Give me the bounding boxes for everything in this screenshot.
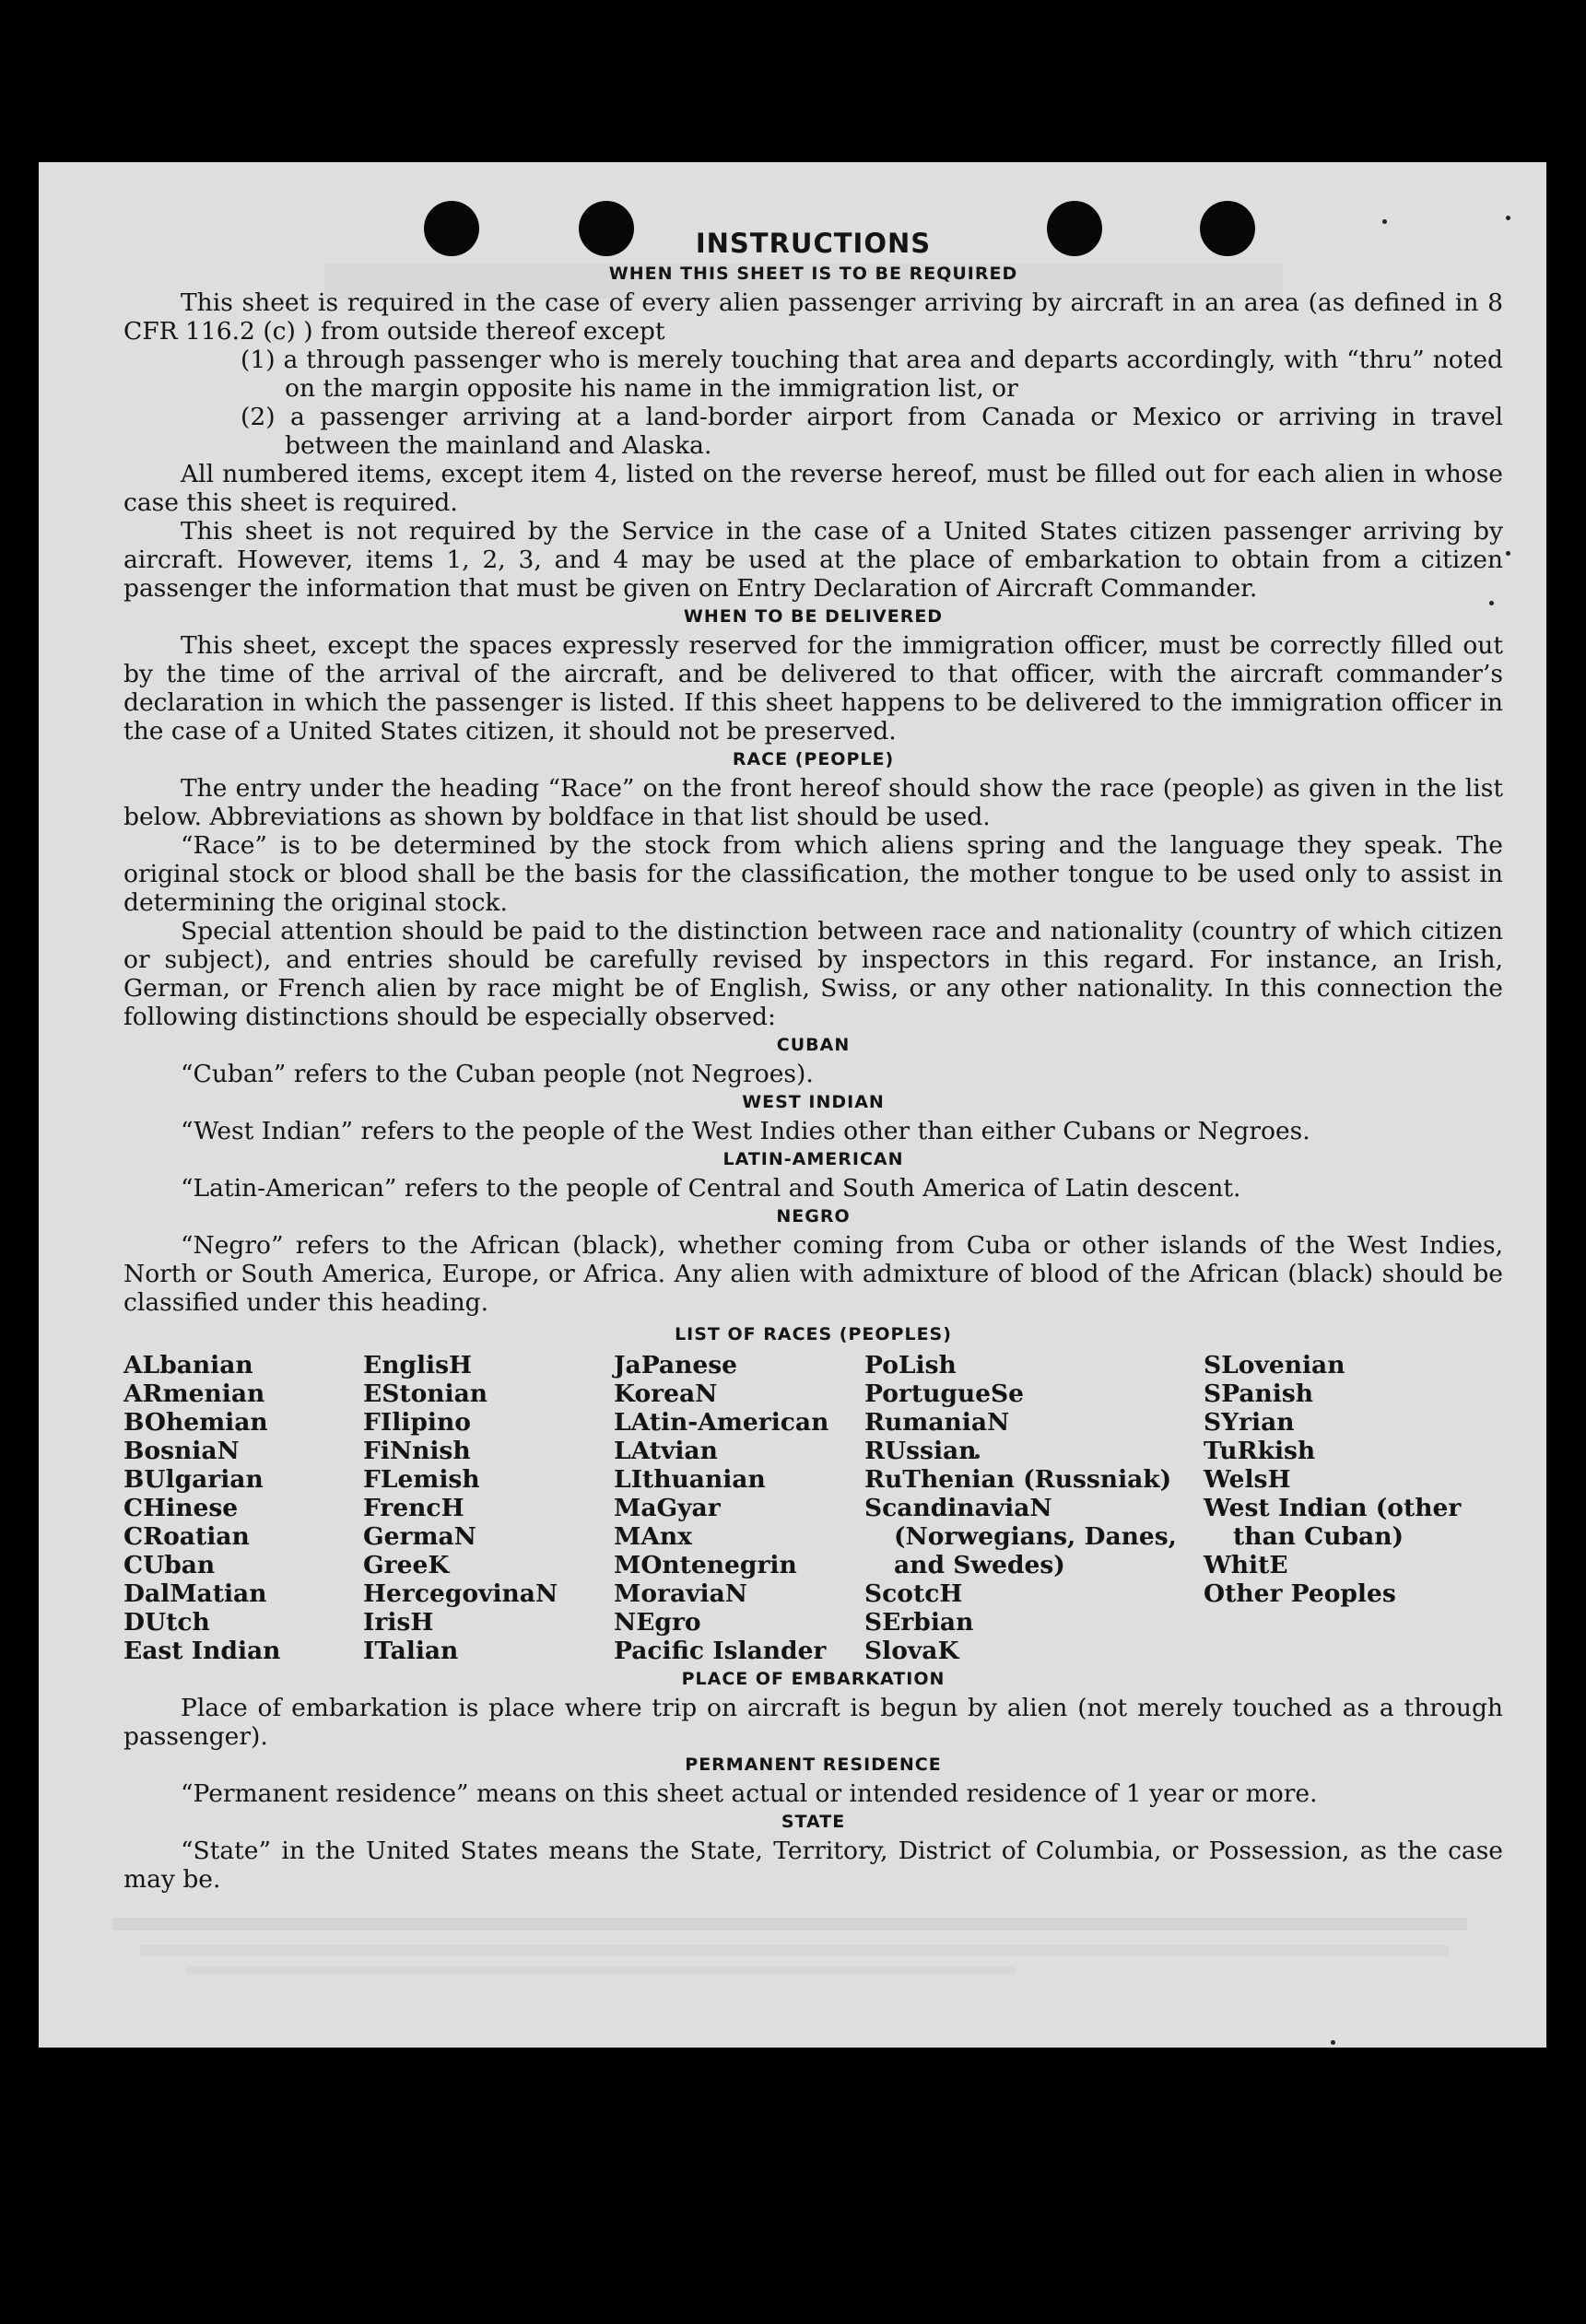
definition-residence: “Permanent residence” means on this sheet actual or intended residence of 1 year or more. bbox=[181, 1779, 1318, 1808]
definition-embarkation: Place of embarkation is place where trip on aircraft is begun by alien (not merely touched as a through passenger). bbox=[123, 1694, 1503, 1751]
race-entry: EStonian bbox=[363, 1379, 488, 1408]
race-entry: LIthuanian bbox=[614, 1465, 766, 1494]
race-entry: GreeK bbox=[363, 1551, 450, 1579]
section-heading-west-indian: WEST INDIAN bbox=[742, 1092, 885, 1112]
race-entry: EnglisH bbox=[363, 1351, 473, 1379]
definition-state: “State” in the United States means the State, Territory, District of Columbia, or Possession, as the case may be. bbox=[123, 1837, 1503, 1894]
section-heading-when-delivered: WHEN TO BE DELIVERED bbox=[683, 606, 944, 627]
race-entry: SPanish bbox=[1204, 1379, 1314, 1408]
race-entry: WhitE bbox=[1204, 1551, 1288, 1579]
section-heading-negro: NEGRO bbox=[776, 1206, 851, 1227]
race-entry: LAtvian bbox=[614, 1437, 718, 1465]
race-entry: Other Peoples bbox=[1204, 1579, 1396, 1608]
section-heading-list-of-races: LIST OF RACES (PEOPLES) bbox=[675, 1324, 952, 1344]
race-entry: ALbanian bbox=[123, 1351, 253, 1379]
race-entry: CRoatian bbox=[123, 1522, 250, 1551]
race-entry: HercegovinaN bbox=[363, 1579, 558, 1608]
race-entry: NEgro bbox=[614, 1608, 701, 1637]
paragraph: The entry under the heading “Race” on the front hereof should show the race (people) as given in the list below. Abbreviations as shown by boldface in that list should be used. bbox=[123, 774, 1503, 831]
dust-speck bbox=[1382, 219, 1387, 224]
race-column bbox=[1204, 1351, 1503, 1665]
race-column bbox=[363, 1351, 614, 1665]
race-entry: RumaniaN bbox=[864, 1408, 1010, 1437]
paragraph: This sheet, except the spaces expressly reserved for the immigration officer, must be correctly filled out by the time of the arrival of the aircraft, and be delivered to that officer, with the aircraft commander’s declaration in which the passenger is listed. If this sheet happens to be delivered to the immigration officer in the case of a United States citizen, it should not be preserved. bbox=[123, 631, 1503, 745]
paragraph: This sheet is required in the case of every alien passenger arriving by aircraft in an area (as defined in 8 CFR 116.2 (c) ) from outside thereof except bbox=[123, 288, 1503, 346]
race-entry: ScandinaviaN (Norwegians, Danes, and Swedes) bbox=[864, 1494, 1177, 1579]
race-entry: SErbian bbox=[864, 1608, 974, 1637]
race-entry: IrisH bbox=[363, 1608, 434, 1637]
race-column bbox=[123, 1351, 363, 1665]
bleed-through-text bbox=[186, 1966, 1016, 1975]
definition-west-indian: “West Indian” refers to the people of the West Indies other than either Cubans or Negroes. bbox=[181, 1117, 1310, 1145]
race-entry: ARmenian bbox=[123, 1379, 265, 1408]
instructions-content bbox=[123, 227, 1503, 1894]
dust-speck bbox=[1506, 216, 1510, 220]
definition-negro: “Negro” refers to the African (black), whether coming from Cuba or other islands of the West Indies, North or South America, Europe, or Africa. Any alien with admixture of blood of the African (black) should be classified under this heading. bbox=[123, 1231, 1503, 1317]
race-entry: FrencH bbox=[363, 1494, 464, 1522]
race-entry: PoLish bbox=[864, 1351, 957, 1379]
section-heading-cuban: CUBAN bbox=[776, 1035, 851, 1055]
definition-latin-american: “Latin-American” refers to the people of Central and South America of Latin descent. bbox=[181, 1174, 1241, 1203]
race-entry: SlovaK bbox=[864, 1637, 959, 1665]
paragraph: Special attention should be paid to the distinction between race and nationality (country of which citizen or subject), and entries should be carefully revised by inspectors in this regard. For instance, an Irish, German, or French alien by race might be of English, Swiss, or any other nationality. In this connection the following distinctions should be especially observed: bbox=[123, 917, 1503, 1031]
section-heading-when-required: WHEN THIS SHEET IS TO BE REQUIRED bbox=[608, 264, 1018, 284]
race-entry: MOntenegrin bbox=[614, 1551, 797, 1579]
race-entry: CUban bbox=[123, 1551, 216, 1579]
race-entry: GermaN bbox=[363, 1522, 476, 1551]
race-entry: JaPanese bbox=[614, 1351, 738, 1379]
race-entry: SLovenian bbox=[1204, 1351, 1345, 1379]
exception-item-1: (1) a through passenger who is merely touching that area and departs accordingly, with “thru” noted on the margin opposite his name in the immigration list, or bbox=[241, 346, 1503, 403]
race-entry: TuRkish bbox=[1204, 1437, 1316, 1465]
race-entry: BosniaN bbox=[123, 1437, 240, 1465]
race-column bbox=[614, 1351, 864, 1665]
race-entry: FLemish bbox=[363, 1465, 480, 1494]
paragraph: This sheet is not required by the Service in the case of a United States citizen passenger arriving by aircraft. However, items 1, 2, 3, and 4 may be used at the place of embarkation to obtain from a citizen passenger the information that must be given on Entry Declaration of Aircraft Commander. bbox=[123, 517, 1503, 603]
paragraph: All numbered items, except item 4, listed on the reverse hereof, must be filled out for each alien in whose case this sheet is required. bbox=[123, 460, 1503, 517]
race-entry: KoreaN bbox=[614, 1379, 718, 1408]
definition-cuban: “Cuban” refers to the Cuban people (not Negroes). bbox=[181, 1060, 814, 1088]
race-entry: MAnx bbox=[614, 1522, 692, 1551]
bleed-through-text bbox=[112, 1918, 1467, 1931]
section-heading-embarkation: PLACE OF EMBARKATION bbox=[681, 1669, 946, 1689]
section-heading-residence: PERMANENT RESIDENCE bbox=[685, 1755, 942, 1775]
race-entry: RuThenian (Russniak) bbox=[864, 1465, 1172, 1494]
race-column bbox=[864, 1351, 1204, 1665]
section-heading-race: RACE (PEOPLE) bbox=[732, 749, 895, 769]
exception-item-2: (2) a passenger arriving at a land-border airport from Canada or Mexico or arriving in travel between the mainland and Alaska. bbox=[241, 403, 1503, 460]
section-heading-state: STATE bbox=[781, 1812, 846, 1832]
race-entry: DalMatian bbox=[123, 1579, 267, 1608]
race-entry: ScotcH bbox=[864, 1579, 963, 1608]
race-entry: RUssian bbox=[864, 1437, 977, 1465]
race-entry: DUtch bbox=[123, 1608, 210, 1637]
race-entry: West Indian (other than Cuban) bbox=[1204, 1494, 1462, 1551]
race-entry: PortugueSe bbox=[864, 1379, 1025, 1408]
race-entry: FiNnish bbox=[363, 1437, 471, 1465]
race-entry: Pacific Islander bbox=[614, 1637, 827, 1665]
race-list bbox=[123, 1351, 1503, 1665]
race-entry: LAtin-American bbox=[614, 1408, 829, 1437]
race-entry: BOhemian bbox=[123, 1408, 268, 1437]
race-entry: CHinese bbox=[123, 1494, 239, 1522]
race-entry: SYrian bbox=[1204, 1408, 1295, 1437]
race-entry: East Indian bbox=[123, 1637, 281, 1665]
race-entry: FIlipino bbox=[363, 1408, 471, 1437]
paragraph: “Race” is to be determined by the stock from which aliens spring and the language they speak. The original stock or blood shall be the basis for the classification, the mother tongue to be used only to assist in determining the original stock. bbox=[123, 831, 1503, 917]
race-entry: WelsH bbox=[1204, 1465, 1291, 1494]
page-title: INSTRUCTIONS bbox=[695, 228, 932, 259]
document-sheet bbox=[39, 162, 1546, 2048]
race-entry: MaGyar bbox=[614, 1494, 721, 1522]
section-heading-latin-american: LATIN-AMERICAN bbox=[723, 1149, 904, 1169]
dust-speck bbox=[1331, 2040, 1335, 2045]
race-entry: ITalian bbox=[363, 1637, 459, 1665]
dust-speck bbox=[1506, 551, 1510, 556]
bleed-through-text bbox=[140, 1945, 1449, 1956]
race-entry: BUlgarian bbox=[123, 1465, 264, 1494]
race-entry: MoraviaN bbox=[614, 1579, 747, 1608]
